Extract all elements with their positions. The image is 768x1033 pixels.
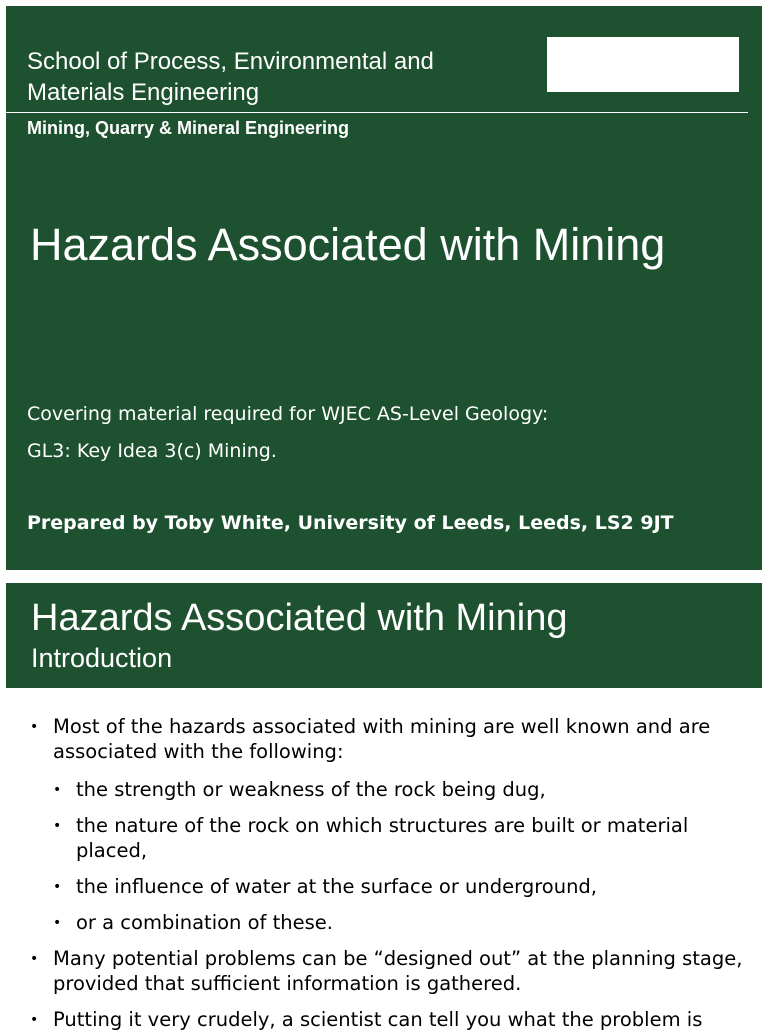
bullet-text: Putting it very crudely, a scientist can tell you what the problem is [53, 1008, 703, 1031]
header-divider [6, 112, 748, 113]
bullet-icon: • [53, 915, 62, 931]
school-name-line1: School of Process, Environmental and [27, 48, 434, 75]
bullet-icon: • [30, 1012, 39, 1028]
bullet-text: Most of the hazards associated with mining are well known and are [53, 715, 711, 738]
school-name-line2: Materials Engineering [27, 79, 260, 106]
presentation-title: Hazards Associated with Mining [30, 219, 666, 270]
covering-note-line1: Covering material required for WJEC AS-Level Geology: [27, 403, 549, 425]
school-name [27, 46, 434, 108]
bullet-icon: • [53, 879, 62, 895]
bullet-icon: • [53, 818, 62, 834]
bullet-icon: • [53, 782, 62, 798]
bullet-text: the nature of the rock on which structures are built or material [76, 814, 689, 837]
bullet-text: the influence of water at the surface or underground, [76, 875, 598, 898]
slide-header [6, 583, 762, 688]
bullet-icon: • [30, 951, 39, 967]
logo-placeholder [547, 37, 739, 92]
bullet-text-continued: provided that sufficient information is gathered. [53, 972, 522, 995]
prepared-by: Prepared by Toby White, University of Leeds, Leeds, LS2 9JT [27, 512, 674, 534]
slide-subtitle: Introduction [31, 643, 173, 673]
bullet-text: or a combination of these. [76, 911, 333, 934]
covering-note-line2: GL3: Key Idea 3(c) Mining. [27, 440, 277, 462]
bullet-text-continued: placed, [76, 839, 148, 862]
bullet-text-continued: associated with the following: [53, 740, 344, 763]
bullet-text: the strength or weakness of the rock being dug, [76, 778, 546, 801]
slide-title: Hazards Associated with Mining [31, 597, 568, 639]
department-name: Mining, Quarry & Mineral Engineering [27, 118, 350, 138]
title-slide [6, 6, 762, 570]
bullet-text: Many potential problems can be “designed out” at the planning stage, [53, 947, 743, 970]
bullet-icon: • [30, 719, 39, 735]
